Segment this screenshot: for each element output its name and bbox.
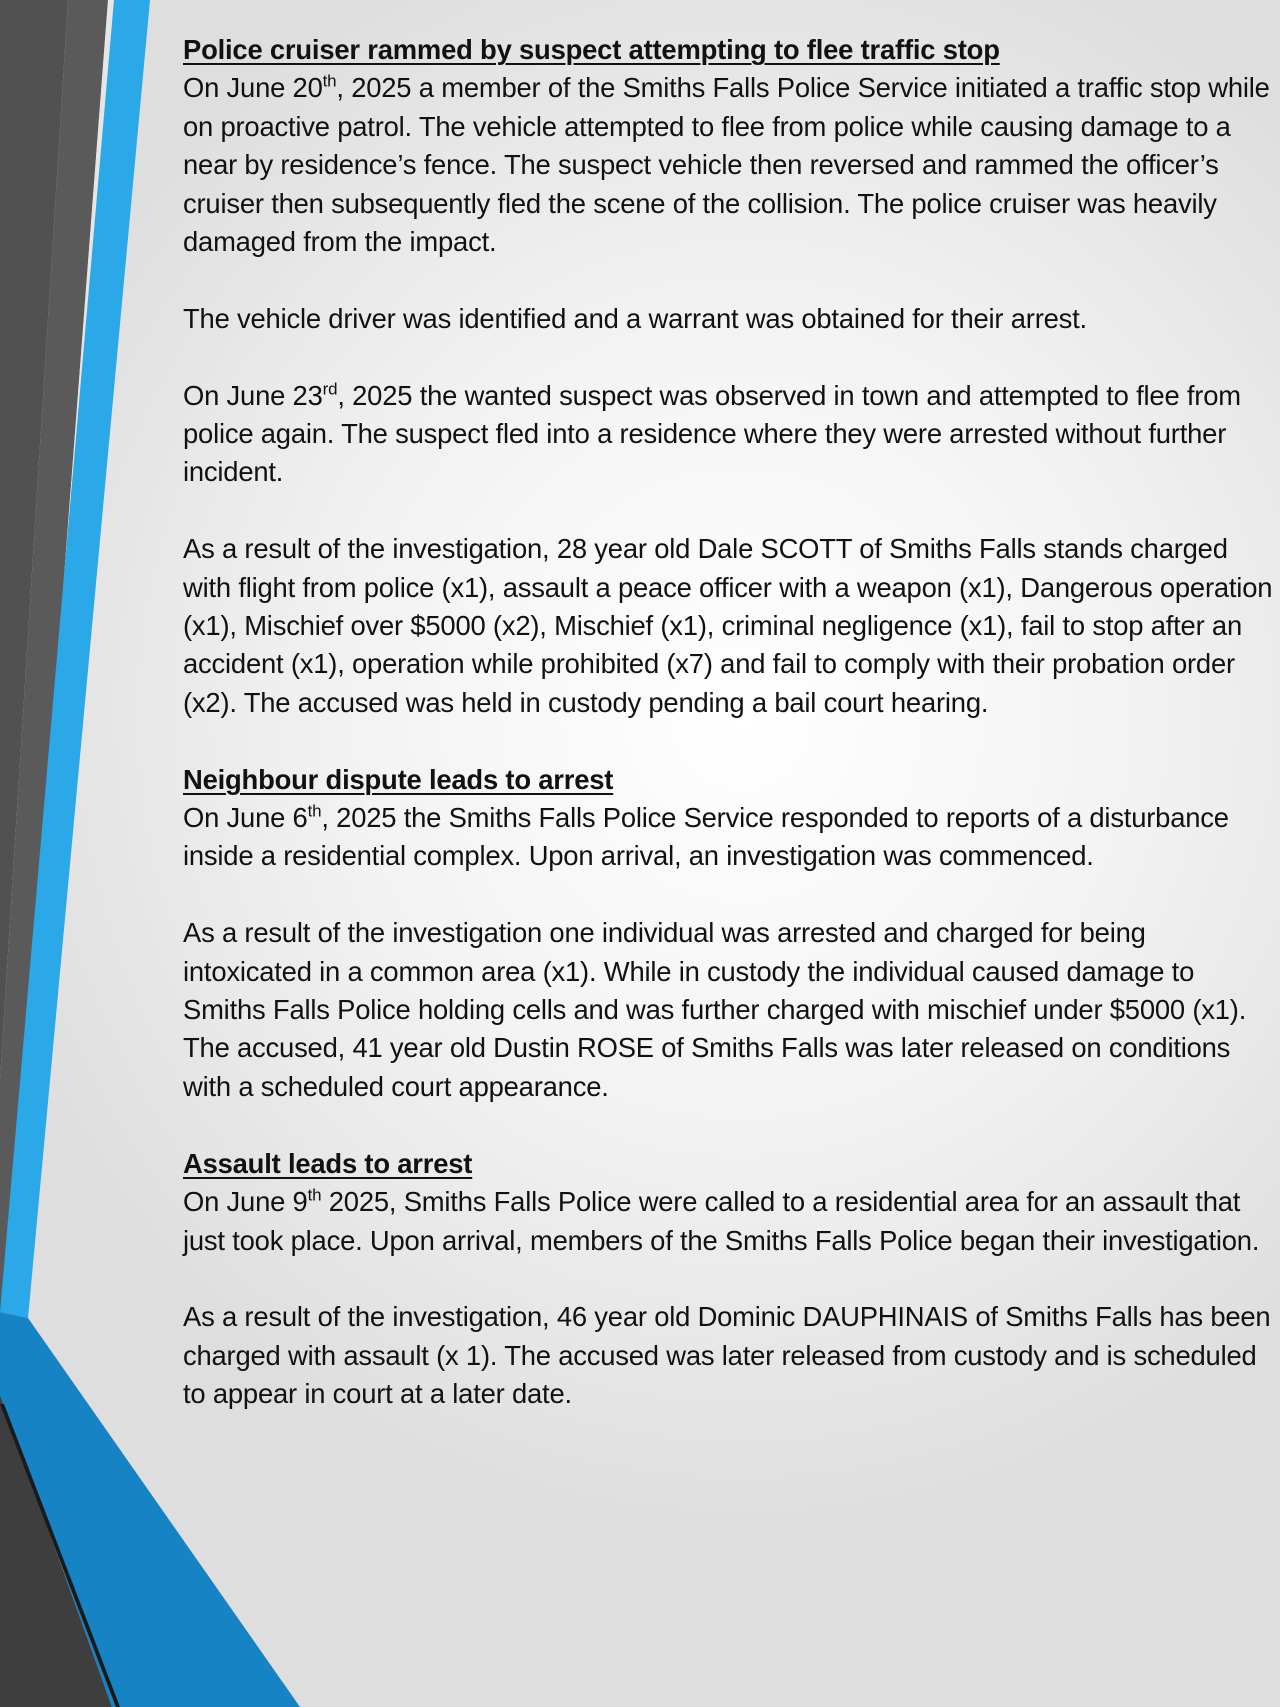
section-heading: Police cruiser rammed by suspect attempting to flee traffic stop <box>183 34 1000 65</box>
paragraph: As a result of the investigation one individual was arrested and charged for being intoxicated in a common area (x1). While in custody the individual caused damage to Smiths Falls Police holding cells and was further charged with mischief under $5000 (x1). The accused, 41 year old Dustin ROSE of Smiths Falls was later released on conditions with a scheduled court appearance. <box>183 917 1247 1102</box>
paragraph: The vehicle driver was identified and a warrant was obtained for their arrest. <box>183 302 1087 334</box>
section-assault <box>183 1145 1273 1414</box>
paragraph: On June 9th 2025, Smiths Falls Police were called to a residential area for an assault that just took place. Upon arrival, members of the Smiths Falls Police began their investigation. <box>183 1185 1260 1256</box>
paragraph: On June 20th, 2025 a member of the Smiths Falls Police Service initiated a traffic stop while on proactive patrol. The vehicle attempted to flee from police while causing damage to a near by residence’s fence. The suspect vehicle then reversed and rammed the officer’s cruiser then subsequently fled the scene of the collision. The police cruiser was heavily damaged from the impact. <box>183 71 1270 258</box>
section-neighbour-dispute <box>183 761 1273 1107</box>
paragraph: On June 23rd, 2025 the wanted suspect was observed in town and attempted to flee from police again. The suspect fled into a residence where they were arrested without further incident. <box>183 379 1241 488</box>
section-heading: Assault leads to arrest <box>183 1147 473 1179</box>
paragraph: As a result of the investigation, 46 year old Dominic DAUPHINAIS of Smiths Falls has been charged with assault (x 1). The accused was later released from custody and is scheduled to appear in court at a later date. <box>183 1301 1271 1410</box>
paragraph: As a result of the investigation, 28 year old Dale SCOTT of Smiths Falls stands charged with flight from police (x1), assault a peace officer with a weapon (x1), Dangerous operation (x1), Mischief over $5000 (x2), Mischief (x1), criminal negligence (x1), fail to stop after an accident (x1), operation while prohibited (x7) and fail to comply with their probation order (x2). The accused was held in custody pending a bail court hearing. <box>183 533 1273 718</box>
section-police-cruiser <box>183 31 1273 722</box>
section-heading: Neighbour dispute leads to arrest <box>183 763 614 795</box>
document-body <box>183 31 1273 1414</box>
paragraph: On June 6th, 2025 the Smiths Falls Police Service responded to reports of a disturbance inside a residential complex. Upon arrival, an investigation was commenced. <box>183 801 1229 872</box>
